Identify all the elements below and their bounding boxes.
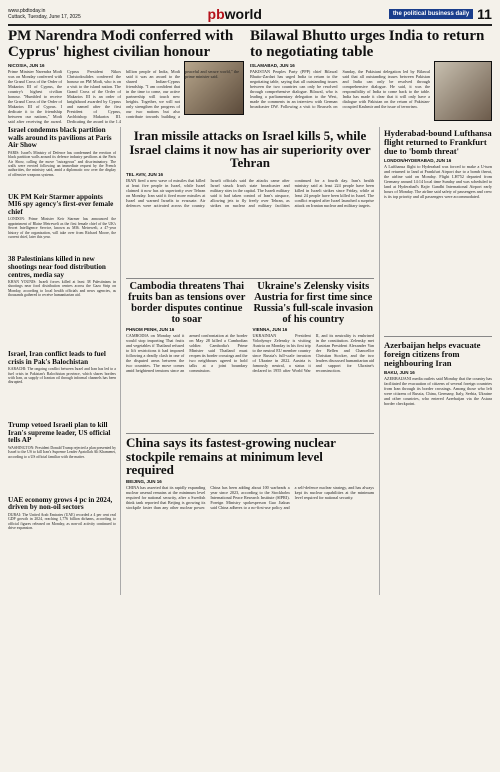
article-iran	[126, 129, 374, 276]
dateline-azerbaijan: BAKU, JUN 16	[384, 370, 415, 376]
page-number: 11	[477, 6, 492, 22]
brief-balochistan	[8, 351, 116, 419]
section-brand	[208, 6, 262, 22]
article-bilawal	[250, 29, 492, 125]
center-column	[126, 127, 374, 595]
brief-headline: Israel condemns black partition walls around its pavilions at Paris Air Show	[8, 126, 112, 150]
masthead-right	[389, 6, 492, 22]
brief-headline: Israel, Iran conflict leads to fuel crisis in Pak's Balochistan	[8, 350, 106, 366]
brief-body: LONDON: Prime Minister Keir Starmer has announced the appointment of Blaise Metreweli as the first female chief of the UK's Secret Intelligence Service, known as MI6. Metreweli, a 47-year history of the organisation, will take over from Richard Moore, the current chief, later this year.	[8, 217, 116, 239]
brief-body: PARIS: Israel's Ministry of Defence has condemned the erection of black partition walls around its defence industry pavilions at the Paris Air Show, calling the move "outrageous" and discriminatory. The walls were erected following an immediate request by the French authorities, the ministry said, amid a diplomatic row over the display of offensive weapons systems.	[8, 150, 116, 177]
brief-uae-economy	[8, 497, 116, 563]
body-iran: IRAN fired a new wave of missiles that killed at least five people in Israel, while Israel claimed it now has air superiority over Tehran on Monday. Iran said it fired more missiles at Israel and warned Israelis to evacuate. Air defences were activated across the country. Israeli officials said the attacks came after Israel struck Iran's state broadcaster and military sites in the capital. The Israeli military said it had taken control of Iran's airspace, allowing jets to fly freely over Tehran, as strikes on nuclear and military facilities continued for a fourth day. Iran's health ministry said at least 224 people have been killed in Israeli strikes since Friday, while at least 24 people have been killed in Israel. The conflict erupted after Israel launched a surprise attack on Iranian nuclear and military targets.	[126, 177, 374, 208]
mid-stories	[126, 278, 374, 431]
dateline-cambodia: PHNOM PENH, JUN 16	[126, 326, 175, 332]
brief-body: WASHINGTON: President Donald Trump rejected a plan presented by Israel to the US to kill Iran's Supreme Leader Ayatollah Ali Khamenei, according to a US official familiar with the matter.	[8, 445, 116, 459]
body-bilawal: PAKISTAN Peoples Party (PPP) chief Bilawal Bhutto-Zardari has urged India to return to the negotiating table, saying that all outstanding issues between the two countries can only be resolved through comprehensive dialogue. Bilawal, who is leading a parliamentary delegation to the West, made the comments in an interview with German broadcaster DW. Following a visit to Brussels on Sunday, the Pakistani delegation led by Bilawal said that all outstanding issues between Pakistan and India can only be resolved through comprehensive dialogue. He said, it was the responsibility of India to come back to the table. India has made it clear that it will only have a dialogue with Pakistan on the return of Pakistan-occupied Kashmir and the issue of terrorism.	[250, 68, 430, 109]
brief-palestinians	[8, 256, 116, 348]
dateline-iran: TEL AVIV, JUN 16	[126, 171, 164, 177]
body-ukraine: UKRAINIAN President Volodymyr Zelensky is visiting Austria on Monday in his first trip to the neutral EU member country since Russia's full-scale invasion of Ukraine in 2022. Austria is famously neutral, a status it declared in 1955 after World War II, and its neutrality is enshrined in the constitution. Zelensky met Austrian President Alexander Van der Bellen and Chancellor Christian Stocker, and the two leaders discussed humanitarian aid and support for Ukraine's reconstruction.	[252, 332, 375, 373]
headline-china: China says its fastest-growing nuclear stockpile remains at minimum level required	[126, 434, 336, 478]
brief-israel-airshow	[8, 127, 116, 191]
right-column	[379, 127, 492, 595]
headline-azerbaijan: Azerbaijan helps evacuate foreign citizens from neighbouring Iran	[384, 340, 481, 369]
article-cambodia	[126, 281, 248, 431]
briefs-column	[8, 127, 121, 595]
photo-bilawal	[434, 61, 492, 121]
brief-mi6-chief	[8, 194, 116, 254]
headline-cambodia: Cambodia threatens Thai fruits ban as tensions over border disputes continue to soar	[128, 280, 246, 325]
article-modi	[8, 29, 244, 125]
article-ukraine	[253, 281, 375, 431]
article-china	[126, 433, 374, 595]
brief-body: DUBAI: The United Arab Emirates (UAE) recorded a 4 per cent real GDP growth in 2024, reaching 1,776 billion dirhams, according to official figures released on Monday, as non-oil activity continued to drive expansion.	[8, 513, 116, 531]
brief-body: KARACHI: The ongoing conflict between Israel and Iran has led to a fuel crisis in Pakistan's Balochistan province, which shares borders with Iran, as supply of Iranian oil through informal channels has been disrupted.	[8, 367, 116, 385]
section-title: world	[224, 6, 262, 22]
masthead	[8, 4, 492, 26]
brief-headline: UK PM Keir Starmer appoints MI6 spy agency's first-ever female chief	[8, 192, 114, 216]
section-mark: pb	[207, 6, 225, 22]
body-lufthansa: A Lufthansa flight to Hyderabad was forced to make a U-turn and returned to land at Frankfurt Airport due to a bomb threat, the airline said on Monday. Flight LH752 departed from Germany around 14:14 local time Sunday and was scheduled to land at Hyderabad's Rajiv Gandhi International Airport early hours of Monday. The airline said safety of passengers and crew is its top priority and all passengers were accommodated.	[384, 164, 492, 200]
brief-body: KHAN YOUNIS: Israeli forces killed at least 38 Palestinians in shootings near food distribution centres across the Gaza Strip on Monday, according to local health officials and news agencies, as thousands gathered to receive humanitarian aid.	[8, 280, 116, 298]
dateline-china: BEIJING, JUN 16	[126, 478, 162, 484]
lead-stories	[8, 29, 492, 125]
brief-trump-veto	[8, 422, 116, 494]
dateline-bilawal: ISLAMABAD, JUN 16	[250, 62, 295, 68]
headline-lufthansa: Hyderabad-bound Lufthansa flight returned to Frankfurt due to 'bomb threat'	[384, 128, 492, 157]
headline-iran: Iran missile attacks on Israel kills 5, while Israel claims it now has air superiority over Tehran	[129, 128, 371, 171]
masthead-meta	[8, 8, 81, 20]
brief-headline: Trump vetoed Israeli plan to kill Iran's supreme leader, US official tells AP	[8, 421, 111, 445]
body-cambodia: CAMBODIA on Monday said it would stop importing Thai fruits and vegetables if Thailand refused to lift restrictions it had imposed following a deadly clash in one of the disputed areas between the two countries. The move comes amid heightened tensions since an armed confrontation at the border on May 28 killed a Cambodian soldier. Cambodia's Prime Minister said Thailand must reopen its border crossings and the two neighbours agreed to hold talks at a joint boundary commission.	[126, 332, 248, 373]
body-modi: Prime Minister Narendra Modi was on Monday conferred with the Grand Cross of the Order of Makarios III of Cyprus, the country's highest civilian honour. "Humbled to receive the Grand Cross of the Order of Makarios III of Cyprus. I dedicate it to the friendship between our nations," Modi said after receiving the award. Cyprus President Nikos Christodoulides conferred the honour on PM Modi, who is on a visit to the island nation. The Grand Cross of the Order of Makarios III is an order of knighthood awarded by Cyprus and named after the first President of Cyprus, Archbishop Makarios III. Dedicating the award to the 1.4 billion people of India, Modi said it was an award to the shared Indian-Cyprus friendship. "I am confident that in the time to come, our active partnership will touch new heights. Together, we will not only strengthen the progress of our two nations but also contribute towards building a	[8, 68, 180, 124]
body-china: CHINA has asserted that its rapidly expanding nuclear arsenal remains at the minimum level required for national security, after a Swedish think tank reported that Beijing is growing its stockpile faster than any other nuclear power. China has been adding about 100 warheads a year since 2023, according to the Stockholm International Peace Research Institute (SIPRI). Foreign Ministry spokesperson Guo Jiakun said China adheres to a no-first-use policy and a self-defence nuclear strategy, and has always kept its nuclear capabilities at the minimum level required for national security.	[126, 484, 374, 510]
issue-date: Cuttack, Tuesday, June 17, 2025	[8, 14, 81, 20]
headline-bilawal: Bilawal Bhutto urges India to return to negotiating table	[250, 28, 485, 60]
dateline-ukraine: VIENNA, JUN 16	[252, 326, 288, 332]
dateline-lufthansa: LONDON/HYDERABAD, JUN 16	[384, 158, 452, 164]
body-azerbaijan: AZERBAIJANI media outlets said Monday that the country has facilitated the evacuation of citizens of several foreign countries from Iran through its border crossings. Among those who left were citizens of Russia, China, Germany, Italy, Serbia, Ukraine and other countries, who entered Azerbaijan via the Astara border checkpoint.	[384, 376, 492, 407]
brief-headline: UAE economy grows 4 pc in 2024, driven by non-oil sectors	[8, 495, 113, 512]
paper-logo: the political business daily	[389, 9, 473, 19]
headline-ukraine: Ukraine's Zelensky visits Austria for first time since Russia's full-scale invasion of his country	[253, 280, 374, 325]
brief-headline: 38 Palestinians killed in new shootings near food distribution centres, media say	[8, 255, 106, 279]
article-azerbaijan	[384, 336, 492, 496]
website-url[interactable]: www.pbdtoday.in	[8, 8, 46, 14]
dateline-modi: NICOSIA, JUN 16	[8, 62, 45, 68]
headline-modi: PM Narendra Modi conferred with Cyprus' highest civilian honour	[8, 28, 234, 60]
main-grid	[8, 127, 492, 595]
article-lufthansa	[384, 129, 492, 334]
